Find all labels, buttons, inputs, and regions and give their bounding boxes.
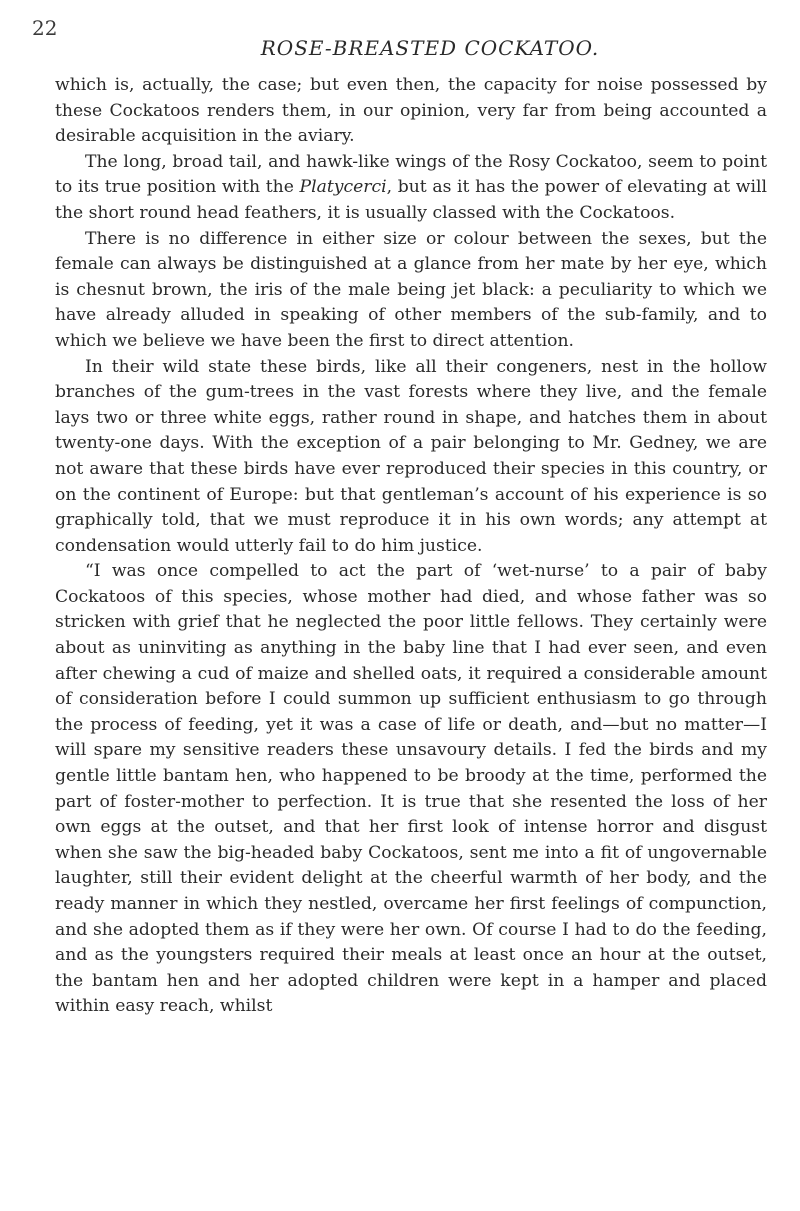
- paragraph-5-quotation: “I was once compelled to act the part of ‘wet-nurse’ to a pair of baby Cockatoos of this species, whose mother had died, and whose father was so stricken with grief that he neglected the poor little fellows. They certainly were about as uninviting as anything in the baby line that I had ever seen, and even after chewing a cud of maize and shelled oats, it required a considerable amount of consideration before I could summon up sufficient enthusiasm to go through the process of feeding, yet it was a case of life or death, and—but no matter—I will spare my sensitive readers these unsavoury details. I fed the birds and my gentle little bantam hen, who happened to be broody at the time, performed the part of foster-mother to perfection. It is true that she resented the loss of her own eggs at the outset, and that her first look of intense horror and disgust when she saw the big-headed baby Cockatoos, sent me into a fit of ungovernable laughter, still their evident delight at the cheerful warmth of her body, and the ready manner in which they nestled, overcame her first feelings of compunction, and she adopted them as if they were her own. Of course I had to do the feeding, and as the youngsters required their meals at least once an hour at the outset, the bantam hen and her adopted children were kept in a hamper and placed within easy reach, whilst: [55, 561, 767, 1017]
- running-head: ROSE-BREASTED COCKATOO.: [260, 36, 600, 60]
- paragraph-2-after: , but as it has the power of elevating at will the short round head feathers, it is usually classed with the Cockatoos.: [55, 177, 768, 223]
- body-text: [55, 73, 767, 1020]
- page-number: 22: [32, 16, 58, 40]
- paragraph-4: In their wild state these birds, like all their congeners, nest in the hollow branches of the gum-trees in the vast forests where they live, and the female lays two or three white eggs, rather round in shape, and hatches them in about twenty-one days. With the exception of a pair belonging to Mr. Gedney, we are not aware that these birds have ever reproduced their species in this country, or on the continent of Europe: but that gentleman’s account of his experience is so graphically told, that we must reproduce it in his own words; any attempt at condensation would utterly fail to do him justice.: [55, 356, 767, 556]
- paragraph-2: [55, 150, 767, 227]
- paragraph-3: There is no difference in either size or colour between the sexes, but the female can always be distinguished at a glance from her mate by her eye, which is chesnut brown, the iris of the male being jet black: a peculiarity to which we have already alluded in speaking of other members of the sub-family, and to which we believe we have been the first to direct attention.: [55, 228, 767, 351]
- genus-name-italic: Platycerci: [299, 177, 387, 198]
- paragraph-1: which is, actually, the case; but even then, the capacity for noise possessed by these Cockatoos renders them, in our opinion, very far from being accounted a desirable acquisition in the aviary.: [55, 75, 767, 147]
- paragraph-2-before: The long, broad tail, and hawk-like wings of the Rosy Cockatoo, seem to point to its true position with the: [55, 151, 767, 198]
